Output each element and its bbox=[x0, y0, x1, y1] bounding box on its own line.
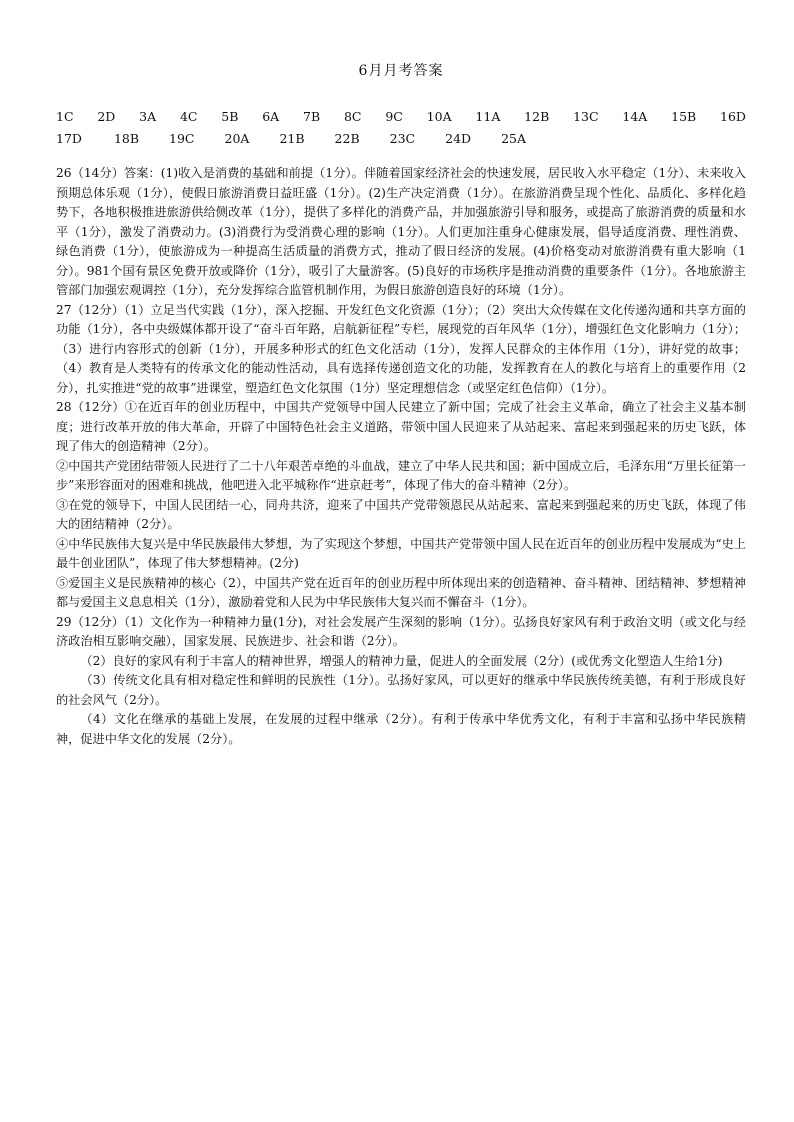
answer-29-part-3: （3）传统文化具有相对稳定性和鲜明的民族性（1分）。弘扬好家风，可以更好的继承中华民族传统美德，有利于形成良好的社会风气（2分）。 bbox=[56, 673, 746, 707]
choice-answer: 13C bbox=[573, 109, 599, 124]
choice-answer: 5B bbox=[221, 109, 239, 124]
choice-answer: 22B bbox=[334, 131, 360, 146]
answer-28-point-1: 28（12分）①在近百年的创业历程中，中国共产党领导中国人民建立了新中国；完成了社会主义革命，确立了社会主义基本制度；进行改革开放的伟大革命，开辟了中国特色社会主义道路，带领中国人民迎来了从站起来、富起来到强起来的历史飞跃，体现了伟大的创造精神（2分）。 bbox=[56, 400, 746, 453]
choice-answers bbox=[56, 106, 746, 150]
choice-answers-row-1 bbox=[56, 106, 746, 128]
choice-answer: 25A bbox=[501, 131, 526, 146]
choice-answer: 20A bbox=[224, 131, 250, 146]
answer-26: 26（14分）答案：(1)收入是消费的基础和前提（1分）。伴随着国家经济社会的快速发展，居民收入水平稳定（1分）、未来收入预期总体乐观（1分），使假日旅游消费日益旺盛（1分）。(2)生产决定消费（1分）。在旅游消费呈现个性化、品质化、多样化趋势下，各地积极推进旅游供给侧改革（1分），提供了多样化的消费产品，并加强旅游引导和服务，或提高了旅游消费的质量和水平（1分），激发了消费动力。(3)消费行为受消费心理的影响（1分）。人们更加注重身心健康发展，倡导适度消费、理性消费、绿色消费（1分），使旅游成为一种提高生活质量的消费方式，推动了假日经济的发展。(4)价格变动对旅游消费有重大影响（1分）。981个国有景区免费开放或降价（1分），吸引了大量游客。(5)良好的市场秩序是推动消费的重要条件（1分）。各地旅游主管部门加强宏观调控（1分），充分发挥综合监管机制作用，为假日旅游创造良好的环境（1分）。 bbox=[56, 166, 746, 297]
choice-answer: 8C bbox=[343, 109, 362, 124]
choice-answer: 2D bbox=[97, 109, 116, 124]
choice-answer: 3A bbox=[139, 109, 157, 124]
choice-answer: 12B bbox=[524, 109, 550, 124]
choice-answer: 21B bbox=[279, 131, 305, 146]
choice-answer: 1C bbox=[56, 109, 74, 124]
choice-answer: 11A bbox=[475, 109, 501, 124]
choice-answer: 14A bbox=[622, 109, 648, 124]
choice-answer: 24D bbox=[445, 131, 472, 146]
choice-answer: 15B bbox=[671, 109, 697, 124]
answer-29-part-2: （2）良好的家风有利于丰富人的精神世界，增强人的精神力量，促进人的全面发展（2分）(或优秀文化塑造人生给1分) bbox=[80, 653, 723, 668]
answer-29-part-4: （4）文化在继承的基础上发展，在发展的过程中继承（2分）。有利于传承中华优秀文化，有利于丰富和弘扬中华民族精神，促进中华文化的发展（2分）。 bbox=[56, 712, 746, 746]
answer-28-point-4: ④中华民族伟大复兴是中华民族最伟大梦想，为了实现这个梦想，中国共产党带领中国人民在近百年的创业历程中发展成为“史上最牛创业团队”，体现了伟大梦想精神。(2分) bbox=[56, 536, 746, 570]
choice-answer: 18B bbox=[113, 131, 140, 146]
choice-answer: 16D bbox=[720, 109, 746, 124]
answer-28-point-2: ②中国共产党团结带领人民进行了二十八年艰苦卓绝的斗血战，建立了中华人民共和国；新中国成立后，毛泽东用“万里长征第一步”来形容面对的困难和挑战，他吧进入北平城称作“进京赶考”，体现了伟大的奋斗精神（2分）。 bbox=[56, 458, 746, 492]
page-title: 6月月考答案 bbox=[358, 63, 444, 79]
answer-27: 27（12分）（1）立足当代实践（1分），深入挖掘、开发红色文化资源（1分）；（2）突出大众传媒在文化传递沟通和共享方面的功能（1分），各中央级媒体都开设了“奋斗百年路，启航新征程”专栏，展现党的百年风华（1分），增强红色文化影响力（1分）；（3）进行内容形式的创新（1分），开展多种形式的红色文化活动（1分），发挥人民群众的主体作用（1分），讲好党的故事；（4）教育是人类特有的传承文化的能动性活动，具有选择传递创造文化的功能，发挥教育在人的教化与培育上的重要作用（2分），扎实推进“党的故事”进课堂，塑造红色文化氛围（1分）坚定理想信念（或坚定红色信仰）（1分）。 bbox=[56, 302, 746, 395]
choice-answer: 7B bbox=[303, 109, 321, 124]
answer-sheet bbox=[56, 60, 746, 749]
answer-29-part-1: 29（12分）（1）文化作为一种精神力量(1分)，对社会发展产生深刻的影响（1分）。弘扬良好家风有利于政治文明（或文化与经济政治相互影响交融），国家发展、民族进步、社会和谐（2分）。 bbox=[56, 614, 746, 648]
answer-28-point-3: ③在党的领导下，中国人民团结一心，同舟共济，迎来了中国共产党带领恩民从站起来、富起来到强起来的历史飞跃，体现了伟大的团结精神（2分）。 bbox=[56, 497, 746, 531]
choice-answer: 10A bbox=[426, 109, 452, 124]
choice-answer: 17D bbox=[56, 131, 82, 146]
choice-answer: 6A bbox=[262, 109, 280, 124]
choice-answer: 9C bbox=[385, 109, 403, 124]
choice-answer: 4C bbox=[179, 109, 198, 124]
choice-answer: 19C bbox=[169, 131, 195, 146]
choice-answer: 23C bbox=[389, 131, 416, 146]
answer-28-point-5: ⑤爱国主义是民族精神的核心（2），中国共产党在近百年的创业历程中所体现出来的创造精神、奋斗精神、团结精神、梦想精神都与爱国主义息息相关（1分），激励着党和人民为中华民族伟大复兴而不懈奋斗（1分）。 bbox=[56, 575, 746, 609]
choice-answers-row-2 bbox=[56, 128, 746, 150]
